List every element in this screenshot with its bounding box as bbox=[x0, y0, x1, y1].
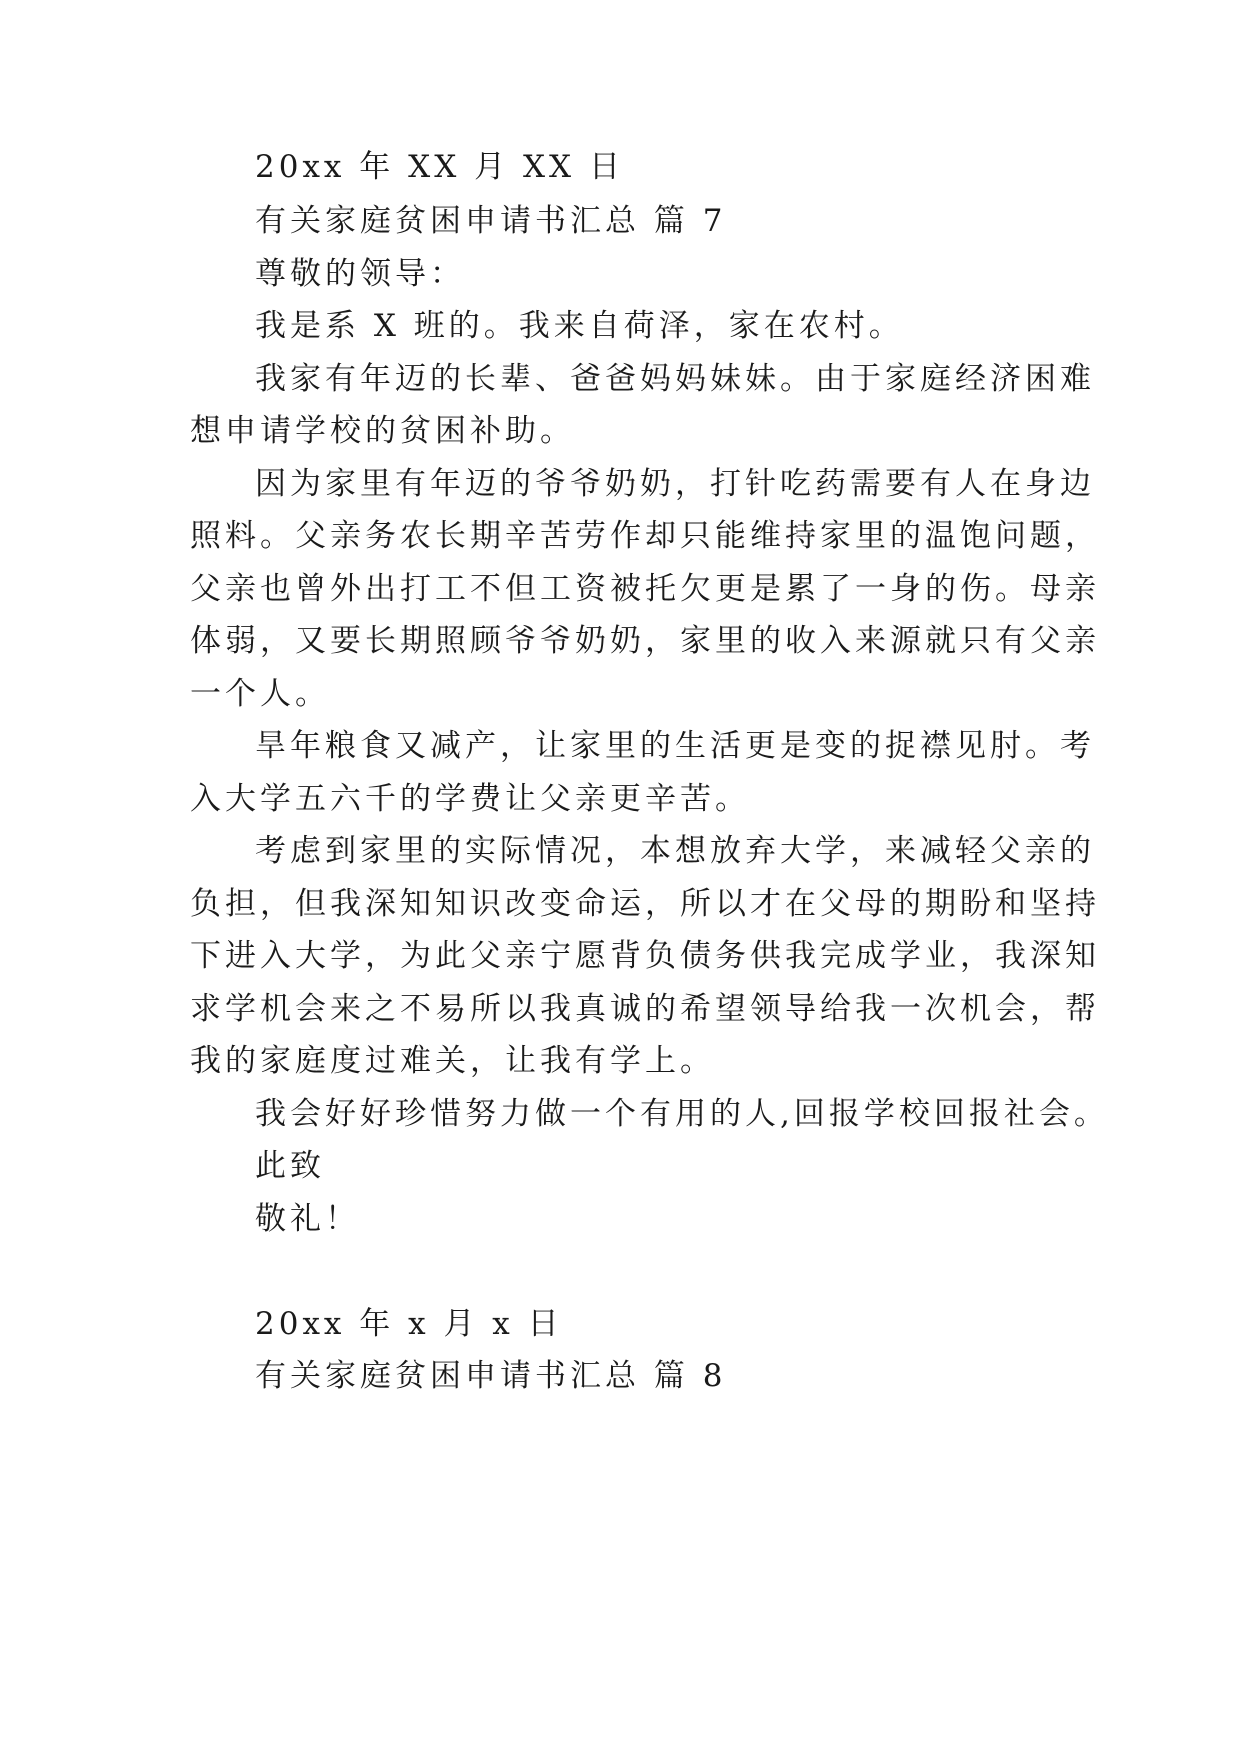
paragraph-line: 照料。父亲务农长期辛苦劳作却只能维持家里的温饱问题， bbox=[190, 518, 1100, 554]
paragraph-line: 一个人。 bbox=[190, 676, 330, 712]
paragraph-line: 我家有年迈的长辈、爸爸妈妈妹妹。由于家庭经济困难 bbox=[255, 361, 1095, 397]
closing-line: 此致 bbox=[255, 1148, 325, 1184]
paragraph-line: 因为家里有年迈的爷爷奶奶，打针吃药需要有人在身边 bbox=[255, 466, 1095, 502]
paragraph-line: 旱年粮食又减产，让家里的生活更是变的捉襟见肘。考 bbox=[255, 728, 1095, 764]
paragraph-line: 考虑到家里的实际情况，本想放弃大学，来减轻父亲的 bbox=[255, 833, 1095, 869]
date-line: 20xx 年 x 月 x 日 bbox=[255, 1306, 563, 1342]
date-line: 20xx 年 XX 月 XX 日 bbox=[255, 149, 624, 185]
paragraph-line: 入大学五六千的学费让父亲更辛苦。 bbox=[190, 781, 750, 817]
paragraph-line: 我会好好珍惜努力做一个有用的人,回报学校回报社会。 bbox=[255, 1096, 1109, 1132]
paragraph-line: 下进入大学，为此父亲宁愿背负债务供我完成学业，我深知 bbox=[190, 938, 1100, 974]
closing-line: 敬礼！ bbox=[255, 1201, 360, 1237]
paragraph-line: 求学机会来之不易所以我真诚的希望领导给我一次机会，帮 bbox=[190, 991, 1100, 1027]
section-title: 有关家庭贫困申请书汇总 篇 8 bbox=[255, 1358, 727, 1394]
paragraph-line: 父亲也曾外出打工不但工资被托欠更是累了一身的伤。母亲 bbox=[190, 571, 1100, 607]
paragraph-line: 体弱，又要长期照顾爷爷奶奶，家里的收入来源就只有父亲 bbox=[190, 623, 1100, 659]
section-title: 有关家庭贫困申请书汇总 篇 7 bbox=[255, 203, 727, 239]
paragraph-line: 想申请学校的贫困补助。 bbox=[190, 413, 575, 449]
salutation: 尊敬的领导： bbox=[255, 256, 465, 292]
paragraph-line: 我的家庭度过难关，让我有学上。 bbox=[190, 1043, 715, 1079]
paragraph-line: 我是系 X 班的。我来自荷泽，家在农村。 bbox=[255, 308, 904, 344]
paragraph-line: 负担，但我深知知识改变命运，所以才在父母的期盼和坚持 bbox=[190, 886, 1100, 922]
